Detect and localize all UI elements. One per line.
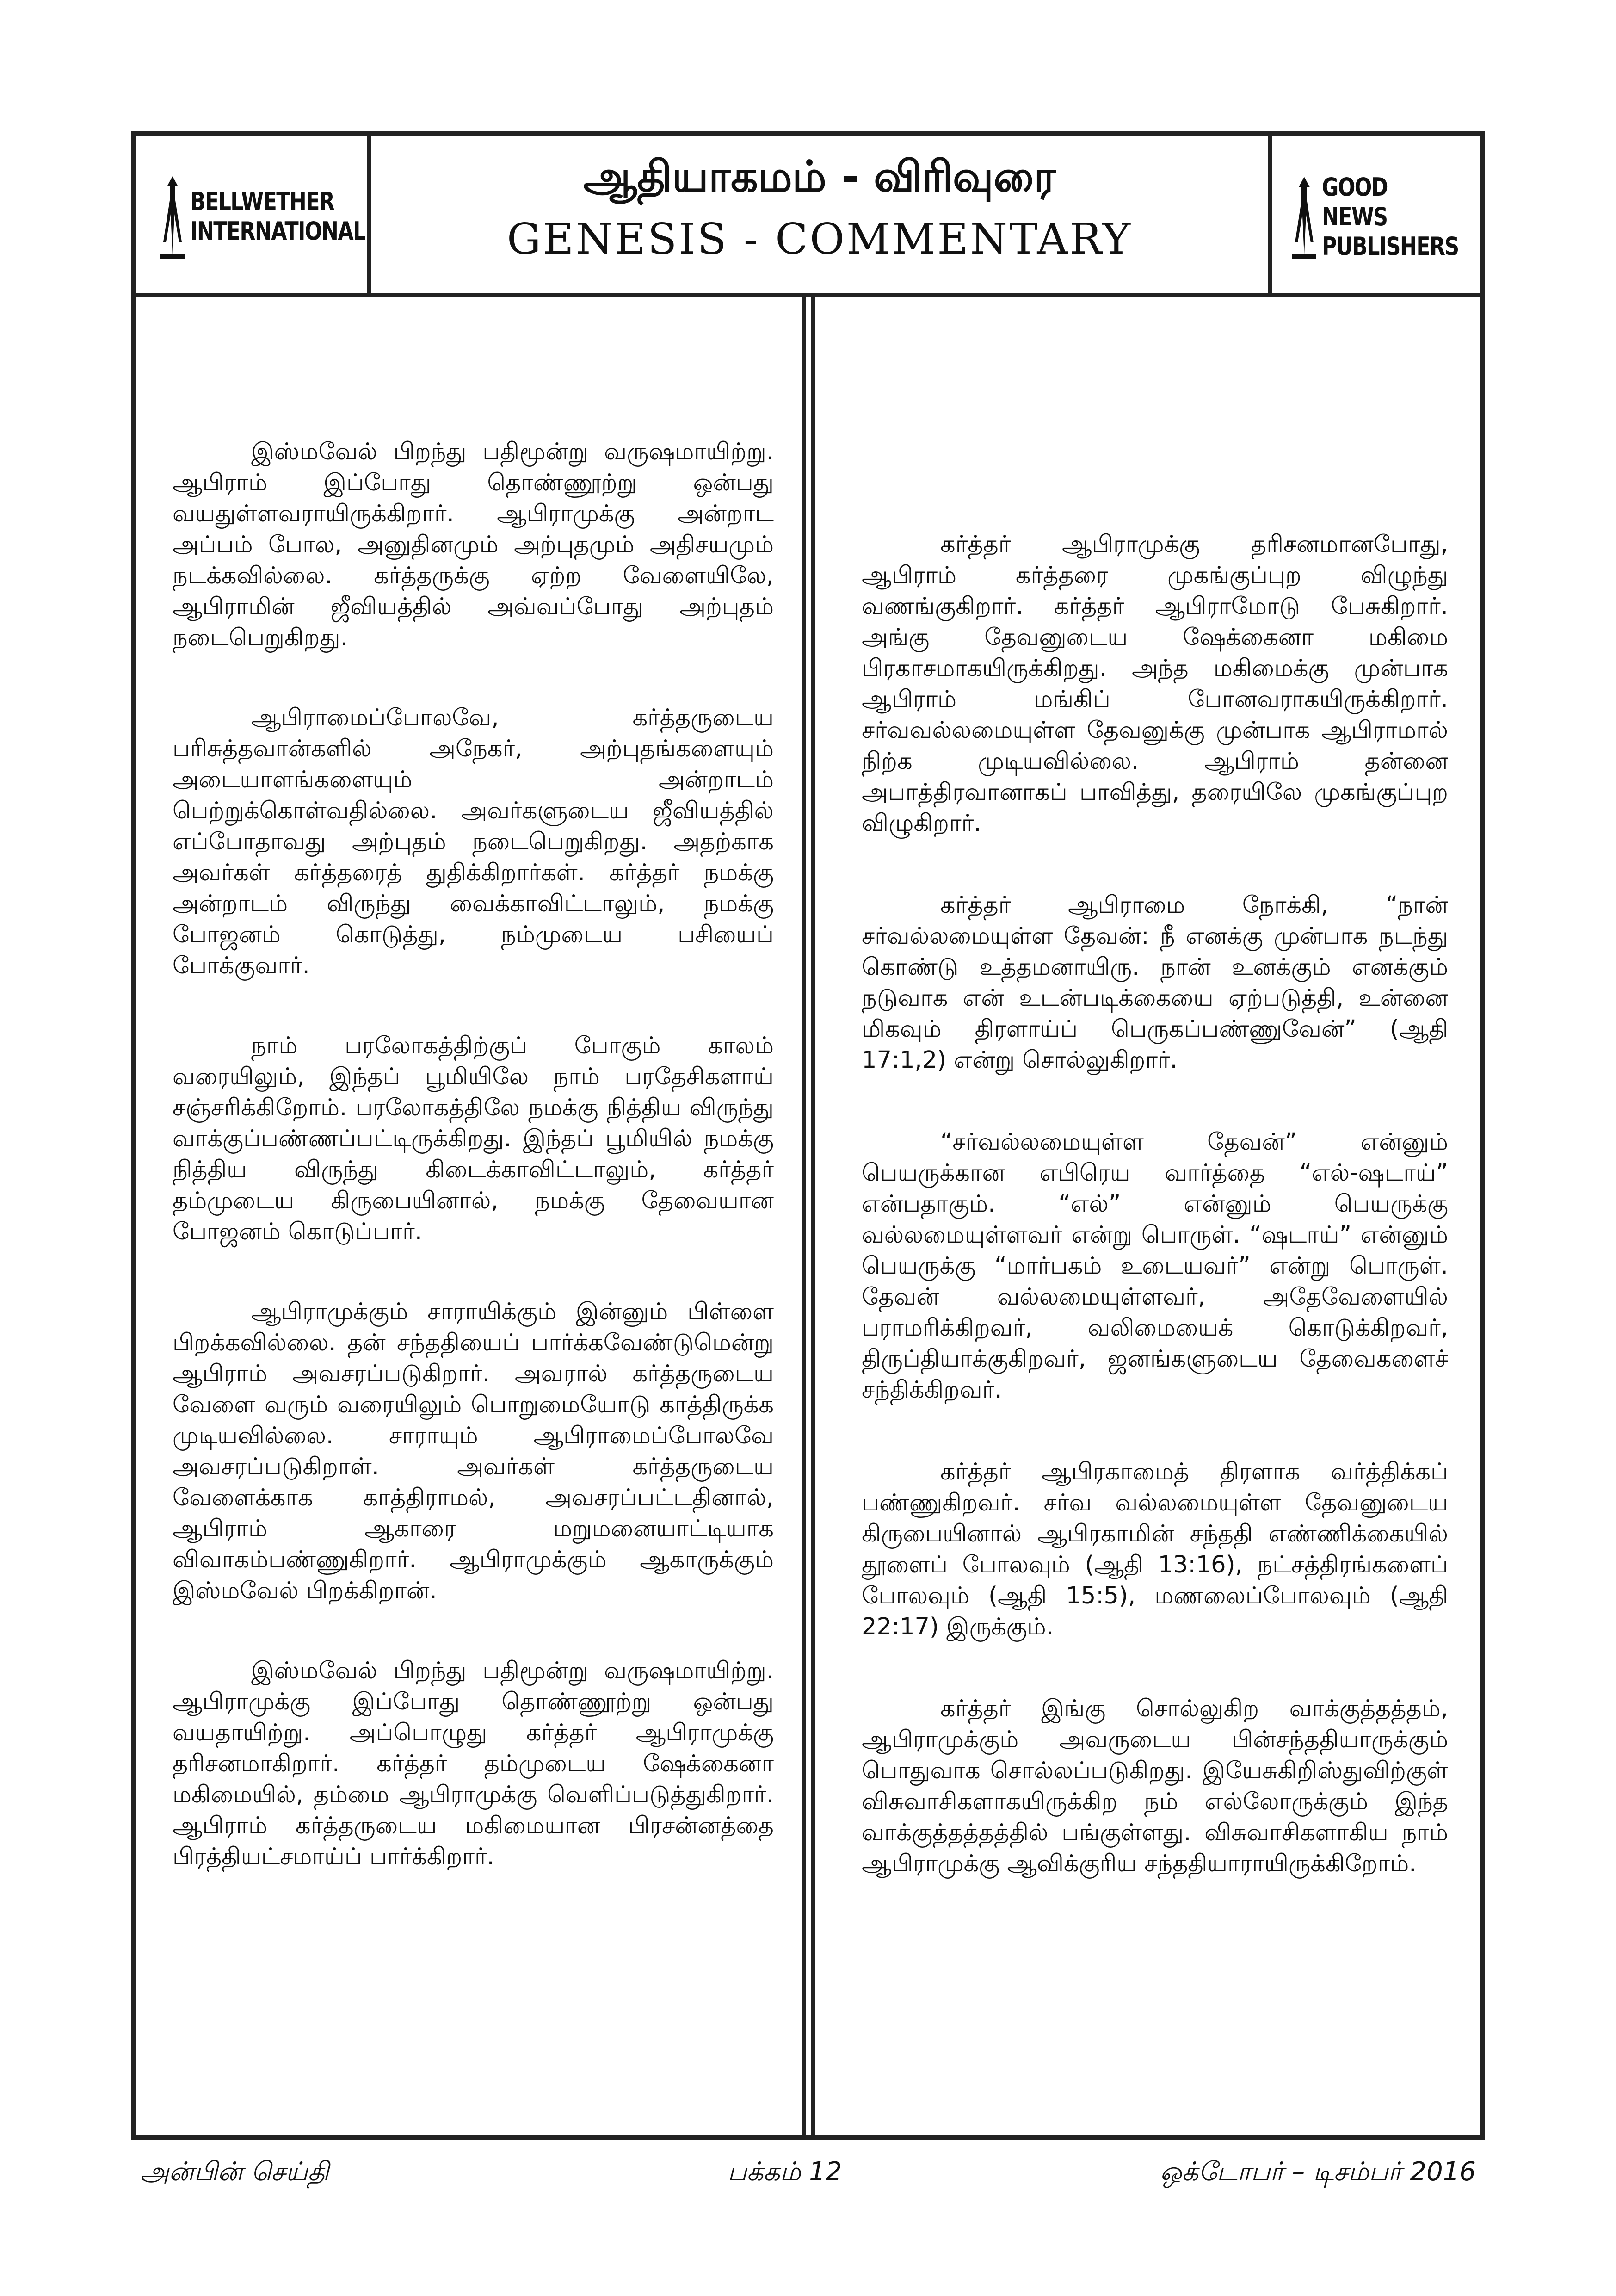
title-tamil: ஆதியாகமம் - விரிவுரை (583, 152, 1056, 201)
right-paragraph-5: கர்த்தர் இங்கு சொல்லுகிற வாக்குத்தத்தம், ஆபிராமுக்கும் அவருடைய பின்சந்ததியாருக்கும் பொதுவாக சொல்லப்படுகிறது. இயேசுகிறிஸ்துவிற்குள் விசுவாசிகளாகயிருக்கிற நம் எல்லோருக்கும் இந்த வாக்குத்தத்தத்தில் பங்குள்ளது. விசுவாசிகளாகிய நாம் ஆபிராமுக்கு ஆவிக்குரிய சந்ததியாராயிருக்கிறோம். (862, 1695, 1448, 1877)
right-paragraph-1: கர்த்தர் ஆபிராமுக்கு தரிசனமானபோது, ஆபிராம் கர்த்தரை முகங்குப்புற விழுந்து வணங்குகிறார். கர்த்தர் ஆபிராமோடு பேசுகிறார். அங்கு தேவனுடைய ஷேக்கைனா மகிமை பிரகாசமாகயிருக்கிறது. அந்த மகிமைக்கு முன்பாக ஆபிராம் மங்கிப் போனவராகயிருக்கிறார். சர்வவல்லமையுள்ள தேவனுக்கு முன்பாக ஆபிராமால் நிற்க முடியவில்லை. ஆபிராம் தன்னை அபாத்திரவானாகப் பாவித்து, தரையிலே முகங்குப்புற விழுகிறார். (862, 531, 1448, 837)
right-column (815, 297, 1480, 2135)
right-logo-line-1: GOOD NEWS (1321, 173, 1388, 231)
left-column (136, 297, 802, 2135)
page-frame (131, 131, 1485, 2140)
left-logo-line-1: BELLWETHER (190, 187, 334, 216)
left-logo-line-2: INTERNATIONAL (190, 217, 365, 246)
bellwether-figure-icon (159, 173, 186, 260)
header (136, 136, 1480, 297)
footer (131, 2157, 1485, 2194)
column-divider (802, 297, 815, 2135)
title-cell (371, 136, 1268, 293)
footer-magazine-name: அன்பின் செய்தி (140, 2157, 329, 2187)
bellwether-logo (159, 173, 404, 260)
footer-issue-date: ஒக்டோபர் – டிசம்பர் 2016 (1160, 2157, 1476, 2187)
good-news-figure-icon (1290, 173, 1318, 261)
right-logo-line-2: PUBLISHERS (1321, 232, 1459, 261)
left-paragraph-2: ஆபிராமைப்போலவே, கர்த்தருடைய பரிசுத்தவான்களில் அநேகர், அற்புதங்களையும் அடையாளங்களையும் அன்றாடம் பெற்றுக்கொள்வதில்லை. அவர்களுடைய ஜீவியத்தில் எப்போதாவது அற்புதம் நடைபெறுகிறது. அதற்காக அவர்கள் கர்த்தரைத் துதிக்கிறார்கள். கர்த்தர் நமக்கு அன்றாடம் விருந்து வைக்காவிட்டாலும், நமக்கு போஜனம் கொடுத்து, நம்முடைய பசியைப் போக்குவார். (173, 704, 774, 979)
title-english: GENESIS - COMMENTARY (506, 214, 1133, 264)
left-paragraph-4: ஆபிராமுக்கும் சாராயிக்கும் இன்னும் பிள்ளை பிறக்கவில்லை. தன் சந்ததியைப் பார்க்கவேண்டுமென்று ஆபிராம் அவசரப்படுகிறார். அவரால் கர்த்தருடைய வேளை வரும் வரையிலும் பொறுமையோடு காத்திருக்க முடியவில்லை. சாராயும் ஆபிராமைப்போலவே அவசரப்படுகிறாள். அவர்கள் கர்த்தருடைய வேளைக்காக காத்திராமல், அவசரப்பட்டதினால், ஆபிராம் ஆகாரை மறுமனையாட்டியாக விவாகம்பண்ணுகிறார். ஆபிராமுக்கும் ஆகாருக்கும் இஸ்மவேல் பிறக்கிறான். (173, 1298, 774, 1604)
left-logo-cell (136, 136, 371, 293)
left-paragraph-3: நாம் பரலோகத்திற்குப் போகும் காலம் வரையிலும், இந்தப் பூமியிலே நாம் பரதேசிகளாய் சஞ்சரிக்கிறோம். பரலோகத்திலே நமக்கு நித்திய விருந்து வாக்குப்பண்ணப்பட்டிருக்கிறது. இந்தப் பூமியில் நமக்கு நித்திய விருந்து கிடைக்காவிட்டாலும், கர்த்தர் தம்முடைய கிருபையினால், நமக்கு தேவையான போஜனம் கொடுப்பார். (173, 1032, 774, 1245)
footer-page-number: பக்கம் 12 (728, 2157, 842, 2187)
right-logo-cell (1268, 136, 1480, 293)
right-paragraph-4: கர்த்தர் ஆபிரகாமைத் திரளாக வர்த்திக்கப் பண்ணுகிறவர். சர்வ வல்லமையுள்ள தேவனுடைய கிருபையினால் ஆபிரகாமின் சந்ததி எண்ணிக்கையில் தூளைப் போலவும் (ஆதி 13:16), நட்சத்திரங்களைப் போலவும் (ஆதி 15:5), மணலைப்போலவும் (ஆதி 22:17) இருக்கும். (862, 1458, 1448, 1640)
left-paragraph-5: இஸ்மவேல் பிறந்து பதிமூன்று வருஷமாயிற்று. ஆபிராமுக்கு இப்போது தொண்ணூற்று ஒன்பது வயதாயிற்று. அப்பொழுது கர்த்தர் ஆபிராமுக்கு தரிசனமாகிறார். கர்த்தர் தம்முடைய ஷேக்கைனா மகிமையில், தம்மை ஆபிராமுக்கு வெளிப்படுத்துகிறார். ஆபிராம் கர்த்தருடைய மகிமையான பிரசன்னத்தை பிரத்தியட்சமாய்ப் பார்க்கிறார். (173, 1657, 774, 1870)
right-paragraph-3: “சர்வல்லமையுள்ள தேவன்” என்னும் பெயருக்கான எபிரெய வார்த்தை “எல்-ஷடாய்” என்பதாகும். “எல்” என்னும் பெயருக்கு வல்லமையுள்ளவர் என்று பொருள். “ஷடாய்” என்னும் பெயருக்கு “மார்பகம் உடையவர்” என்று பொருள். தேவன் வல்லமையுள்ளவர், அதேவேளையில் பராமரிக்கிறவர், வலிமையைக் கொடுக்கிறவர், திருப்தியாக்குகிறவர், ஜனங்களுடைய தேவைகளைச் சந்திக்கிறவர். (862, 1128, 1448, 1404)
right-paragraph-2: கர்த்தர் ஆபிராமை நோக்கி, “நான் சர்வல்லமையுள்ள தேவன்: நீ எனக்கு முன்பாக நடந்து கொண்டு உத்தமனாயிரு. நான் உனக்கும் எனக்கும் நடுவாக என் உடன்படிக்கையை ஏற்படுத்தி, உன்னை மிகவும் திரளாய்ப் பெருகப்பண்ணுவேன்” (ஆதி 17:1,2) என்று சொல்லுகிறார். (862, 891, 1448, 1074)
left-paragraph-1: இஸ்மவேல் பிறந்து பதிமூன்று வருஷமாயிற்று. ஆபிராம் இப்போது தொண்ணூற்று ஒன்பது வயதுள்ளவராயிருக்கிறார். ஆபிராமுக்கு அன்றாட அப்பம் போல, அனுதினமும் அற்புதமும் அதிசயமும் நடக்கவில்லை. கர்த்தருக்கு ஏற்ற வேளையிலே, ஆபிராமின் ஜீவியத்தில் அவ்வப்போது அற்புதம் நடைபெறுகிறது. (173, 438, 774, 651)
good-news-logo (1290, 173, 1489, 261)
